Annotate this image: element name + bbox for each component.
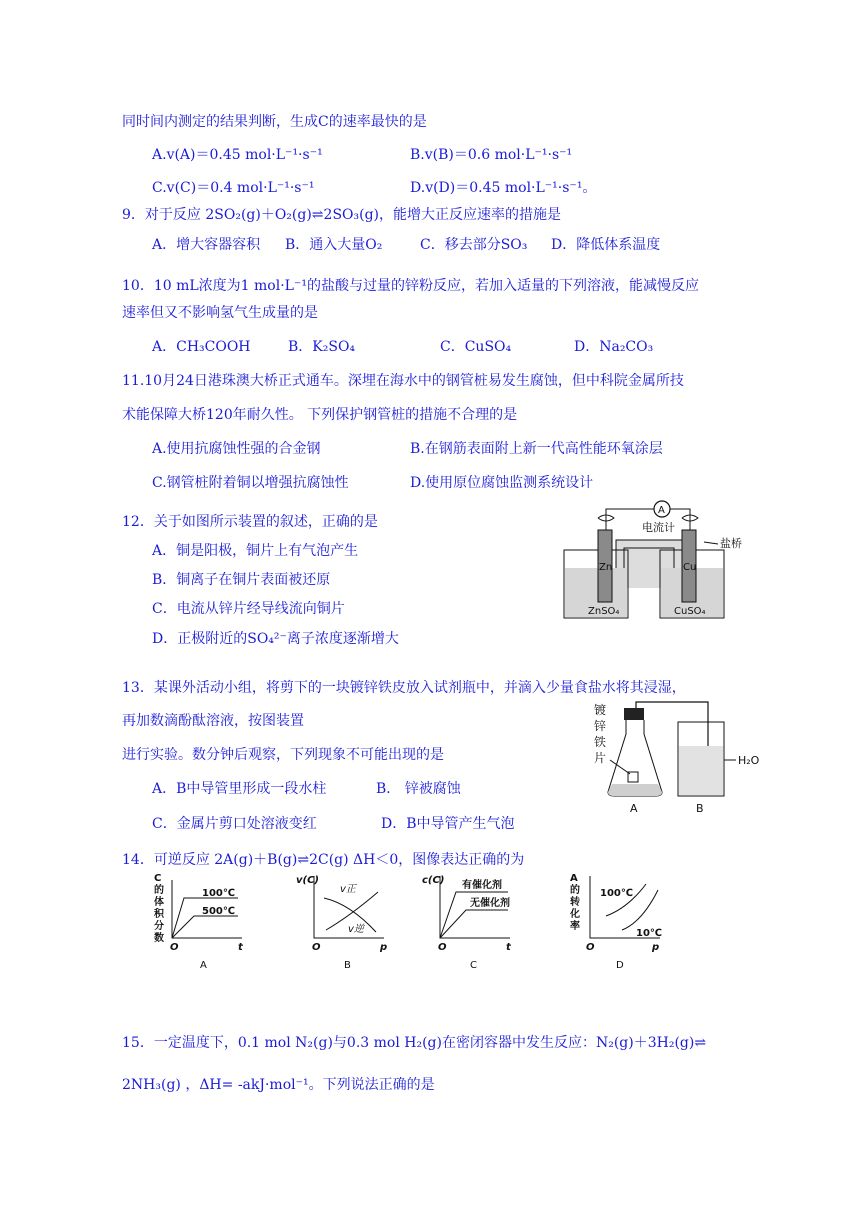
graph-a-label-100: 100℃ — [202, 888, 235, 899]
graph-d-ylabel-5: 率 — [570, 921, 580, 932]
option-letter: A. — [152, 147, 167, 163]
q13-option-b: B． 锌被腐蚀 — [376, 781, 461, 797]
q10-stem-line2: 速率但又不影响氢气生成量的是 — [122, 305, 318, 321]
graph-c-origin: O — [438, 942, 447, 953]
graph-b-label-reverse: v逆 — [348, 924, 364, 935]
q10-option-d: D．Na₂CO₃ — [574, 339, 654, 355]
plate-label-3: 铁 — [594, 735, 607, 749]
q12-stem: 12．关于如图所示装置的叙述，正确的是 — [122, 514, 378, 530]
q8-stem-tail: 同时间内测定的结果判断，生成C的速率最快的是 — [122, 114, 427, 130]
plate-label-1: 镀 — [594, 703, 607, 717]
graph-a-xlabel: t — [238, 942, 243, 953]
q9-option-b: B．通入大量O₂ — [285, 237, 383, 253]
graph-a-ylabel-4: 积 — [154, 909, 164, 920]
flask-solution — [608, 784, 662, 796]
graph-d-origin: O — [586, 942, 595, 953]
q11-option-d: D.使用原位腐蚀监测系统设计 — [410, 475, 594, 491]
q10-stem-line1: 10．10 mL浓度为1 mol·L⁻¹的盐酸与过量的锌粉反应，若加入适量的下列溶液，能减慢反应 — [122, 278, 699, 294]
graph-c-caption: C — [470, 960, 477, 971]
water-label: H₂O — [738, 754, 760, 767]
q9-option-c: C．移去部分SO₃ — [420, 237, 528, 253]
graph-a-ylabel-2: 的 — [154, 885, 164, 896]
ammeter-symbol: A — [658, 505, 665, 516]
q8-option-b — [410, 146, 572, 164]
q8-option-c — [152, 179, 315, 197]
graph-c-xlabel: t — [506, 942, 511, 953]
graph-d-caption: D — [616, 960, 624, 971]
graph-d-xlabel: p — [652, 942, 660, 953]
bridge-label: 盐桥 — [720, 537, 742, 550]
meter-label: 电流计 — [642, 521, 675, 534]
q12-option-b: B．铜离子在铜片表面被还原 — [152, 572, 331, 588]
graph-a-ylabel-6: 数 — [154, 933, 164, 944]
q12-option-d: D．正极附近的SO₄²⁻离子浓度逐渐增大 — [152, 631, 399, 647]
q15-stem-line1: 15．一定温度下，0.1 mol N₂(g)与0.3 mol H₂(g)在密闭容器中发生反应：N₂(g)＋3H₂(g)⇌ — [122, 1035, 707, 1051]
label-b: B — [696, 802, 704, 815]
q15-stem-line2: 2NH₃(g) ，ΔH= -akJ·mol⁻¹。下列说法正确的是 — [122, 1077, 435, 1093]
q13-stem-line2: 再加数滴酚酞溶液，按图装置 — [122, 713, 304, 729]
q11-stem-line2: 术能保障大桥120年耐久性。 下列保护钢管桩的措施不合理的是 — [122, 407, 518, 423]
graph-d-label-10: 10℃ — [636, 928, 663, 939]
graph-a — [150, 872, 260, 972]
q11-option-c: C.钢管桩附着铜以增强抗腐蚀性 — [152, 475, 349, 491]
graph-d — [566, 872, 676, 972]
graph-c-curve-no-catalyst — [440, 910, 508, 938]
graph-d-ylabel-3: 转 — [570, 897, 580, 908]
graph-d-ylabel-2: 的 — [570, 885, 580, 896]
graph-a-curve-100 — [172, 898, 238, 938]
option-text: v(D)＝0.45 mol·L⁻¹·s⁻¹。 — [425, 180, 597, 196]
graph-a-ylabel-5: 分 — [154, 921, 164, 932]
q10-option-b: B．K₂SO₄ — [288, 339, 356, 355]
graph-a-ylabel-1: C — [154, 873, 162, 884]
q11-stem-line1: 11.10月24日港珠澳大桥正式通车。深埋在海水中的钢管桩易发生腐蚀，但中科院金属所技 — [122, 373, 684, 389]
q12-option-c: C．电流从锌片经导线流向铜片 — [152, 601, 345, 617]
graph-d-label-100: 100℃ — [600, 888, 633, 899]
label-a: A — [630, 802, 638, 815]
zn-label: Zn — [599, 562, 613, 573]
option-letter: B. — [410, 147, 425, 163]
graph-b-caption: B — [344, 960, 351, 971]
graph-a-ylabel-3: 体 — [154, 897, 164, 908]
q8-option-a — [152, 146, 323, 164]
option-text: v(B)＝0.6 mol·L⁻¹·s⁻¹ — [424, 147, 573, 163]
q11-option-b: B.在钢筋表面附上新一代高性能环氧涂层 — [410, 441, 663, 457]
corrosion-apparatus-figure — [592, 700, 772, 818]
graph-c-label-catalyst: 有催化剂 — [462, 880, 502, 891]
q12-option-a: A．铜是阳极，铜片上有气泡产生 — [152, 543, 359, 559]
plate-label-4: 片 — [594, 751, 607, 765]
q11-option-a: A.使用抗腐蚀性强的合金钢 — [152, 441, 321, 457]
graph-c-ylabel: c(C) — [422, 875, 445, 886]
cuso4-label: CuSO₄ — [674, 606, 706, 617]
graph-b-ylabel: v(C) — [296, 875, 319, 886]
q10-option-a: A．CH₃COOH — [152, 339, 251, 355]
q13-option-a: A．B中导管里形成一段水柱 — [152, 781, 327, 797]
q9-option-a: A．增大容器容积 — [152, 237, 261, 253]
graph-d-ylabel-1: A — [570, 873, 578, 884]
option-text: v(A)＝0.45 mol·L⁻¹·s⁻¹ — [166, 147, 323, 163]
graph-b-origin: O — [312, 942, 321, 953]
q14-stem: 14．可逆反应 2A(g)＋B(g)⇌2C(g) ΔH＜0，图像表达正确的为 — [122, 852, 525, 868]
graph-b — [292, 872, 402, 972]
plate-pointer — [610, 760, 630, 774]
option-letter: C. — [152, 180, 167, 196]
q9-option-d: D．降低体系温度 — [551, 237, 661, 253]
graph-a-caption: A — [200, 960, 207, 971]
graph-a-origin: O — [170, 942, 179, 953]
znso4-label: ZnSO₄ — [588, 606, 620, 617]
q13-option-c: C．金属片剪口处溶液变红 — [152, 816, 317, 832]
option-text: v(C)＝0.4 mol·L⁻¹·s⁻¹ — [166, 180, 315, 196]
plate-label-2: 锌 — [594, 719, 607, 733]
q10-option-c: C．CuSO₄ — [440, 339, 512, 355]
graph-b-xlabel: p — [380, 942, 388, 953]
q13-stem-line3: 进行实验。数分钟后观察，下列现象不可能出现的是 — [122, 747, 444, 763]
graph-c-label-no-catalyst: 无催化剂 — [470, 898, 510, 909]
beaker-water — [679, 746, 723, 795]
q13-stem-line1: 13．某课外活动小组，将剪下的一块镀锌铁皮放入试剂瓶中，并滴入少量食盐水将其浸湿， — [122, 680, 686, 696]
stopper — [624, 708, 644, 720]
graph-d-ylabel-4: 化 — [570, 909, 580, 920]
graph-c — [418, 872, 528, 972]
graph-b-label-forward: v正 — [340, 884, 356, 895]
q13-option-d: D．B中导管产生气泡 — [381, 816, 515, 832]
graph-a-label-500: 500℃ — [202, 906, 235, 917]
graph-a-curve-500 — [172, 916, 238, 938]
q8-option-d — [410, 179, 596, 197]
bridge-pointer — [704, 542, 718, 544]
galvanic-cell-figure — [562, 498, 762, 622]
q9-stem: 9．对于反应 2SO₂(g)＋O₂(g)⇌2SO₃(g)，能增大正反应速率的措施是 — [122, 207, 562, 223]
cu-label: Cu — [683, 562, 697, 573]
option-letter: D. — [410, 180, 426, 196]
